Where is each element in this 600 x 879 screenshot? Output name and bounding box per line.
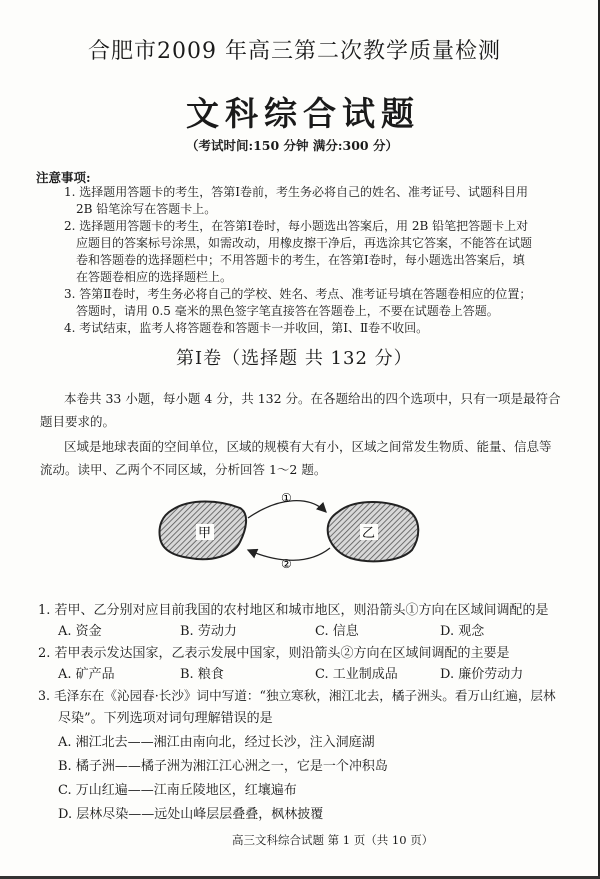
option: A. 矿产品 [58,667,115,682]
question-stem: 3. 毛泽东在《沁园春·长沙》词中写道：“独立寒秋，湘江北去，橘子洲头。看万山红遍，层林 [38,688,556,703]
note-line: 3. 答第Ⅱ卷时，考生务必将自己的学校、姓名、考点、准考证号填在答题卷相应的位置； [64,287,532,301]
note-line: 在答题卷相应的选择题栏上。 [76,270,233,284]
option: D. 廉价劳动力 [440,667,524,682]
page-footer: 高三文科综合试题 第 1 页（共 10 页） [232,833,434,847]
notes-heading: 注意事项: [36,170,91,185]
option: C. 工业制成品 [315,667,398,682]
subject-title: 文科综合试题 [186,94,420,133]
section-title: 第Ⅰ卷（选择题 共 132 分） [176,348,413,369]
option: A. 资金 [58,624,102,639]
note-line: 卷和答题卷的选择题栏中；不用答题卡的考生，在答第Ⅰ卷时，每小题选出答案后，填 [76,253,525,267]
question-stem: 1. 若甲、乙分别对应目前我国的农村地区和城市地区，则沿箭头①方向在区域间调配的是 [38,603,549,618]
region-b-label: 乙 [362,526,376,541]
question-stem: 2. 若甲表示发达国家，乙表示发展中国家，则沿箭头②方向在区域间调配的主要是 [38,646,510,661]
region-a-label: 甲 [198,526,212,541]
passage-text: 区域是地球表面的空间单位，区域的规模有大有小，区域之间常发生物质、能量、信息等 [64,439,552,454]
option: D. 观念 [440,624,485,639]
region-flow-diagram [150,490,440,570]
note-line: 应题目的答案标号涂黑，如需改动，用橡皮擦干净后，再选涂其它答案，不能答在试题 [76,236,533,250]
note-line: 1. 选择题用答题卡的考生，答第Ⅰ卷前，考生务必将自己的姓名、准考证号、试题科目用 [64,185,529,199]
note-line: 4. 考试结束，监考人将答题卷和答题卡一并收回，第Ⅰ、Ⅱ卷不收回。 [64,321,429,335]
option: B. 粮食 [180,667,224,682]
exam-title: 合肥市2009 年高三第二次教学质量检测 [88,39,501,64]
option: B. 橘子洲——橘子洲为湘江江心洲之一，它是一个冲积岛 [58,759,388,774]
note-line: 2B 铅笔涂写在答题卡上。 [76,202,217,216]
exam-info: （考试时间:150 分钟 满分:300 分） [186,138,398,153]
note-line: 2. 选择题用答题卡的考生，在答第Ⅰ卷时，每小题选出答案后，用 2B 铅笔把答题卡上对 [64,219,529,233]
passage-text: 流动。读甲、乙两个不同区域，分析回答 1～2 题。 [40,462,327,477]
section-intro: 题目要求的。 [40,414,116,429]
question-stem-cont: 尽染”。下列选项对词句理解错误的是 [58,711,273,726]
section-intro: 本卷共 33 小题，每小题 4 分，共 132 分。在各题给出的四个选项中，只有一项是最符合 [64,391,561,406]
note-line: 答题时，请用 0.5 毫米的黑色签字笔直接答在答题卷上，不要在试题卷上答题。 [76,304,499,318]
option: D. 层林尽染——远处山峰层层叠叠，枫林披覆 [58,807,324,822]
option: B. 劳动力 [180,624,237,639]
option: C. 万山红遍——江南丘陵地区，红壤遍布 [58,783,297,798]
arrow-1-label: ① [281,491,292,505]
option: C. 信息 [315,624,359,639]
arrow-2-label: ② [281,557,292,570]
option: A. 湘江北去——湘江由南向北，经过长沙，注入洞庭湖 [58,735,375,750]
